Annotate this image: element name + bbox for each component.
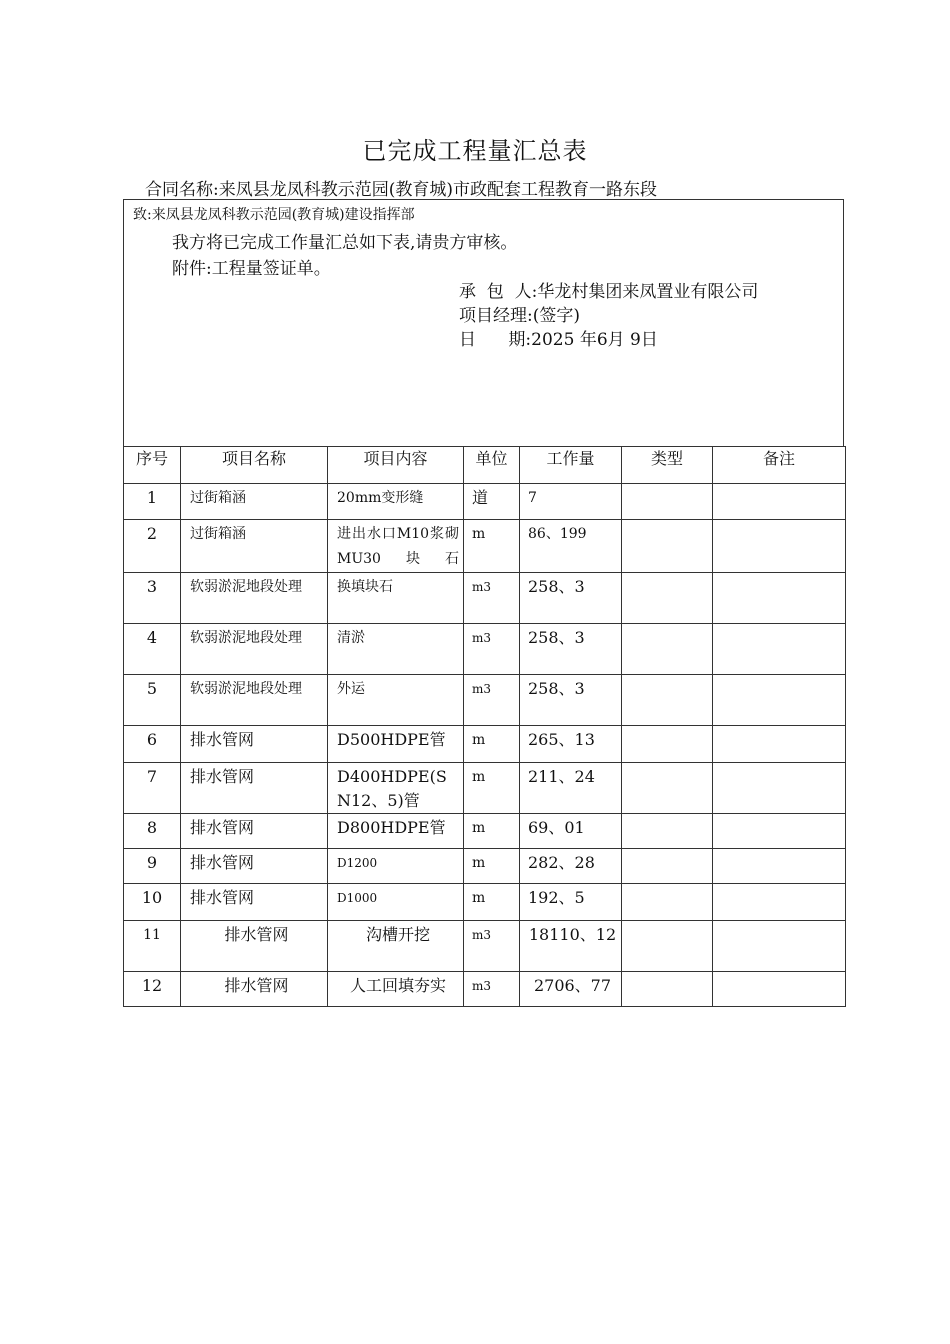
- item-name: 软弱淤泥地段处理: [181, 675, 328, 726]
- column-header: 类型: [622, 447, 713, 484]
- item-note: [713, 884, 846, 921]
- table-row: [124, 675, 846, 726]
- row-number: 10: [124, 884, 181, 921]
- item-content: 进出水口M10浆砌MU30块石: [328, 520, 464, 573]
- item-note: [713, 726, 846, 763]
- item-type: [622, 675, 713, 726]
- item-unit: m: [464, 884, 520, 921]
- item-unit: 道: [464, 484, 520, 520]
- item-note: [713, 520, 846, 573]
- table-row: [124, 814, 846, 849]
- item-name: 排水管网: [181, 884, 328, 921]
- item-unit: m3: [464, 573, 520, 624]
- item-quantity: 192、5: [520, 884, 622, 921]
- item-quantity: 2706、77: [520, 972, 622, 1007]
- item-content: D1200: [328, 849, 464, 884]
- item-content: D800HDPE管: [328, 814, 464, 849]
- item-type: [622, 520, 713, 573]
- column-header: 单位: [464, 447, 520, 484]
- item-quantity: 258、3: [520, 624, 622, 675]
- row-number: 3: [124, 573, 181, 624]
- item-name: 软弱淤泥地段处理: [181, 624, 328, 675]
- table-row: [124, 763, 846, 814]
- item-quantity: 258、3: [520, 675, 622, 726]
- column-header: 备注: [713, 447, 846, 484]
- item-type: [622, 624, 713, 675]
- item-content: 20mm变形缝: [328, 484, 464, 520]
- item-type: [622, 726, 713, 763]
- item-name: 排水管网: [181, 763, 328, 814]
- item-quantity: 211、24: [520, 763, 622, 814]
- contract-name-line: 合同名称:来凤县龙凤科教示范园(教育城)市政配套工程教育一路东段: [145, 180, 657, 200]
- table-row: [124, 884, 846, 921]
- table-row: [124, 726, 846, 763]
- item-unit: m3: [464, 921, 520, 972]
- item-name: 排水管网: [181, 972, 328, 1007]
- table-row: [124, 573, 846, 624]
- item-name: 排水管网: [181, 921, 328, 972]
- column-header: 工作量: [520, 447, 622, 484]
- item-name: 过街箱涵: [181, 520, 328, 573]
- item-note: [713, 972, 846, 1007]
- item-unit: m: [464, 520, 520, 573]
- item-note: [713, 624, 846, 675]
- table-row: [124, 624, 846, 675]
- item-content: D1000: [328, 884, 464, 921]
- item-note: [713, 675, 846, 726]
- letter-body: 我方将已完成工作量汇总如下表,请贵方审核。: [172, 233, 518, 253]
- table-row: [124, 972, 846, 1007]
- item-content: 沟槽开挖: [328, 921, 464, 972]
- item-note: [713, 484, 846, 520]
- column-header: 项目名称: [181, 447, 328, 484]
- row-number: 9: [124, 849, 181, 884]
- item-type: [622, 763, 713, 814]
- row-number: 12: [124, 972, 181, 1007]
- table-row: [124, 849, 846, 884]
- item-unit: m: [464, 763, 520, 814]
- item-note: [713, 849, 846, 884]
- item-quantity: 18110、12: [520, 921, 622, 972]
- item-name: 排水管网: [181, 726, 328, 763]
- item-type: [622, 884, 713, 921]
- item-name: 排水管网: [181, 814, 328, 849]
- item-content: D400HDPE(SN12、5)管: [328, 763, 464, 814]
- item-content: 外运: [328, 675, 464, 726]
- item-type: [622, 814, 713, 849]
- item-unit: m3: [464, 624, 520, 675]
- item-content: D500HDPE管: [328, 726, 464, 763]
- row-number: 4: [124, 624, 181, 675]
- row-number: 11: [124, 921, 181, 972]
- table-header-row: [124, 447, 846, 484]
- row-number: 5: [124, 675, 181, 726]
- item-content: 人工回填夯实: [328, 972, 464, 1007]
- item-name: 软弱淤泥地段处理: [181, 573, 328, 624]
- item-type: [622, 484, 713, 520]
- item-type: [622, 849, 713, 884]
- item-name: 过街箱涵: [181, 484, 328, 520]
- item-note: [713, 921, 846, 972]
- column-header: 序号: [124, 447, 181, 484]
- item-quantity: 265、13: [520, 726, 622, 763]
- item-unit: m: [464, 849, 520, 884]
- item-note: [713, 573, 846, 624]
- letter-section: [123, 199, 844, 446]
- table-row: [124, 484, 846, 520]
- column-header: 项目内容: [328, 447, 464, 484]
- item-quantity: 86、199: [520, 520, 622, 573]
- date-line: 日 期:2025 年6月 9日: [459, 330, 658, 350]
- item-quantity: 282、28: [520, 849, 622, 884]
- item-type: [622, 573, 713, 624]
- addressee: 致:来凤县龙凤科教示范园(教育城)建设指挥部: [133, 207, 415, 223]
- table-row: [124, 520, 846, 573]
- item-unit: m3: [464, 675, 520, 726]
- row-number: 1: [124, 484, 181, 520]
- quantity-table: [123, 446, 846, 1007]
- item-type: [622, 921, 713, 972]
- item-note: [713, 763, 846, 814]
- item-unit: m: [464, 726, 520, 763]
- item-type: [622, 972, 713, 1007]
- item-quantity: 258、3: [520, 573, 622, 624]
- row-number: 8: [124, 814, 181, 849]
- table-row: [124, 921, 846, 972]
- manager-line: 项目经理:(签字): [459, 306, 580, 326]
- page-title: 已完成工程量汇总表: [362, 137, 588, 165]
- item-name: 排水管网: [181, 849, 328, 884]
- item-content: 清淤: [328, 624, 464, 675]
- item-note: [713, 814, 846, 849]
- item-quantity: 7: [520, 484, 622, 520]
- item-quantity: 69、01: [520, 814, 622, 849]
- item-content: 换填块石: [328, 573, 464, 624]
- row-number: 6: [124, 726, 181, 763]
- row-number: 7: [124, 763, 181, 814]
- attachment-note: 附件:工程量签证单。: [172, 259, 331, 279]
- row-number: 2: [124, 520, 181, 573]
- item-unit: m3: [464, 972, 520, 1007]
- item-unit: m: [464, 814, 520, 849]
- contractor-line: 承 包 人:华龙村集团来凤置业有限公司: [459, 282, 759, 302]
